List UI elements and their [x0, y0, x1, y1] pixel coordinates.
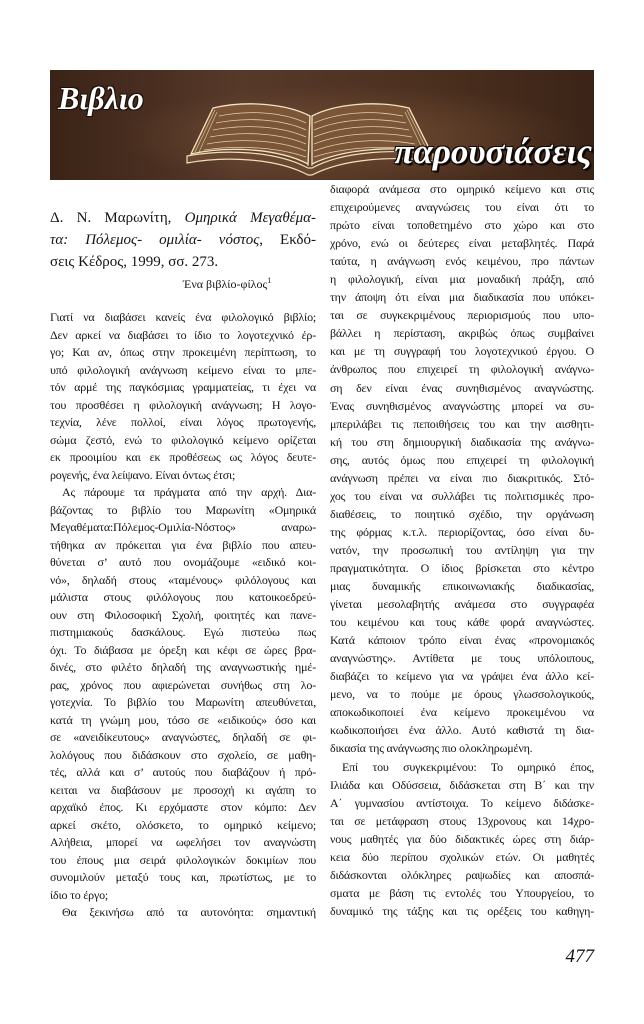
- page-number: 477: [565, 946, 594, 967]
- text-line: μιας δυναμικής επικοινωνιακής διαδικασίας,: [330, 579, 594, 594]
- text-line: χος του είναι να συλλάβει τις πολιτισμικές προ-: [330, 488, 594, 503]
- subtitle-text: Ένα βιβλίο-φίλος: [183, 277, 268, 291]
- text-line: Θα ξεκινήσω από τα αυτονόητα: σημαντική: [62, 905, 316, 919]
- text-line: γο; Και αν, όπως στην προκειμένη περίπτωση, το: [50, 345, 316, 359]
- text-line: ανάγνωση πρέπει να είναι πιο διακριτικός. Στό-: [330, 470, 594, 485]
- text-line: Ας πάρουμε τα πράγματα από την αρχή. Δια-: [62, 485, 316, 499]
- text-line: όχι. Το διάβασα με όρεξη και κέφι σε ώρες βρα-: [50, 642, 316, 657]
- text-line: ταύτα, η ανάγνωση ενός κειμένου, προ πάντων: [330, 254, 594, 269]
- text-line: εκ προοιμίου και εκ προθέσεως ως λόγος δευτε-: [50, 450, 316, 464]
- text-line: σματα με βάση τις εντολές του Υπουργείου, το: [330, 885, 594, 900]
- text-line: η φιλολογική, είναι μια μοναδική πράξη, από: [330, 272, 594, 287]
- text-line: του κειμένου και τους κάθε φορά αναγνώστες.: [330, 615, 594, 630]
- review-subtitle: [183, 275, 271, 293]
- text-line: Ένας συνηθισμένος αναγνώστης μπορεί να συ-: [330, 398, 594, 413]
- text-line: του προσθέσει η φιλολογική ανάγνωση; Η λογο-: [50, 397, 316, 412]
- text-line: δικασία της ανάγνωσης πιο ολοκληρωμένη.: [330, 741, 533, 756]
- footnote-mark: 1: [267, 276, 272, 285]
- text-line: διδάσκονται ολόκληρες ραψωδίες και αποσπά-: [330, 867, 594, 882]
- text-line: κειται να διαβάσουν με προσοχή κι αγάπη το: [50, 782, 316, 797]
- text-line: γίνεται μεσολαβητής ανάμεσα στο συγγραφέα: [330, 597, 594, 612]
- paragraph: [50, 904, 316, 922]
- text-line: κατά τη γνώμη μου, τόσο σε «ειδικούς» όσο και: [50, 712, 316, 727]
- text-line: σώμα ζεστό, ενώ το φιλολογικό κείμενο ορίζεται: [50, 432, 316, 447]
- text-line: κεια δύο περίπου σχολικών ετών. Οι μαθητές: [330, 849, 594, 864]
- text-line: συνομιλούν μεταξύ τους και, πρωτίστως, με το: [50, 870, 316, 884]
- text-line: αρκεί σκέτο, ολόσκετο, το ομηρικό κείμενο;: [50, 817, 316, 832]
- heading-line: [50, 229, 316, 251]
- text-line: επιχειρούμενες αναγνώσεις του είναι ότι το: [330, 200, 594, 215]
- text-line: Αλήθεια, μπορεί να ωφελήσει τον αναγνώστη: [50, 835, 316, 849]
- text-line: νους μαθητές για δύο διδακτικές ώρες στη διάρ-: [330, 831, 594, 846]
- text-line: άνθρωπος που επιχειρεί τη φιλολογική ανάγνω-: [330, 362, 594, 377]
- text-line: τόν αρμέ της παγκόσμιας γραμματείας, τι έχει να: [50, 380, 316, 394]
- book-publisher: , Εκδό-: [259, 232, 316, 248]
- text-line: μπεριλάβει τις πεποιθήσεις του και την αισθητι-: [330, 416, 594, 431]
- text-line: κωδικοποιήσει ένα άλλο. Αυτό καθιστά τη δια-: [330, 723, 594, 738]
- text-line: αναγνώστης». Αντίθετα με τους υπόλοιπους,: [330, 651, 594, 666]
- text-line: γοτεχνία. Το βιβλίο του Μαρωνίτη απευθύνεται,: [50, 695, 316, 709]
- text-line: ρας, χρόνος που αφιερώνεται συνήθως στη λο-: [50, 677, 316, 692]
- banner-title-book: Βιβλιο: [58, 80, 144, 116]
- book-title: Ομηρικά Μεγαθέμα-: [184, 210, 316, 226]
- text-line: τές, αλλά και σ’ αυτούς που διαβάζουν ή πρό-: [50, 765, 316, 779]
- text-line: αποκωδικοποιεί ένα κείμενο προκειμένου να: [330, 705, 594, 720]
- heading-line: [50, 251, 316, 273]
- text-line: ται σε συγκεκριμένους περιορισμούς που υπο-: [330, 308, 594, 323]
- text-line: ουν στη Φιλοσοφική Σχολή, φοιτητές και πανε-: [50, 607, 316, 622]
- text-line: Μεγαθέματα:Πόλεμος-Ομιλία-Νόστος» αναρω-: [50, 520, 316, 534]
- text-line: διαφορά ανάμεσα στο ομηρικό κείμενο και στις: [330, 182, 594, 196]
- right-column: [330, 180, 594, 920]
- text-line: δινές, στο φιλέτο δηλαδή της αναγνωστικής ημέ-: [50, 660, 316, 674]
- paragraph: [330, 758, 594, 920]
- text-line: κή του στη δημιουργική διαδικασία της ανάγνω-: [330, 434, 594, 449]
- banner-title-presentations: παρουσιάσεις: [394, 132, 592, 171]
- text-line: Επί του συγκεκριμένου: Το ομηρικό έπος,: [342, 759, 594, 774]
- text-line: και με τη συγγραφή του λογοτεχνικού έργου. Ο: [330, 344, 594, 359]
- text-line: χρόνο, ενώ οι δεύτερες είναι μεταβλητές. Παρά: [330, 236, 594, 251]
- text-line: σης, αυτός όμως που επιχειρεί τη φιλολογική: [330, 452, 594, 467]
- section-banner: [50, 70, 594, 180]
- text-line: ίδιο το έργο;: [50, 887, 108, 902]
- text-line: της φόρμας κ.τ.λ. περιορίζοντας, όσο είναι δυ-: [330, 524, 594, 539]
- text-line: ση δεν είναι ένας συνηθισμένος αναγνώστης.: [330, 380, 594, 395]
- text-line: αρχαϊκό έπος. Κι ερχόμαστε στον κόμπο: Δεν: [50, 800, 316, 814]
- text-line: Κατά κάποιον τρόπο είναι ένας «προνομιακός: [330, 633, 594, 648]
- text-line: Α΄ γυμνασίου αντίστοιχα. Το κείμενο διδάσκε-: [330, 795, 594, 810]
- heading-line: [50, 207, 316, 229]
- text-line: σε «ανειδίκευτους» αναγνώστες, δηλαδή σε φι-: [50, 730, 316, 744]
- text-line: Γιατί να διαβάσει κανείς ένα φιλολογικό βιβλίο;: [50, 310, 316, 324]
- text-line: διαθέσεις, το ποιητικό σχέδιο, την οργάνωση: [330, 506, 594, 521]
- text-line: νατόν, την προσωπική του αντίληψη για την: [330, 542, 594, 557]
- book-publisher-continued: σεις Κέδρος, 1999, σσ. 273.: [50, 254, 219, 270]
- paragraph: [50, 309, 316, 484]
- text-line: νό», δηλαδή στους «ταμένους» φιλόλογους και: [50, 572, 316, 587]
- paragraph: [330, 180, 594, 758]
- text-line: λολόγους που διδάσκουν στο σχολείο, σε μαθη-: [50, 747, 316, 762]
- text-line: βάλλει η περίσταση, ακριβώς όπως συμβαίνει: [330, 326, 594, 341]
- paragraph: [50, 484, 316, 904]
- text-line: βάζοντας το βιβλίο του Μαρωνίτη «Ομηρικά: [50, 502, 316, 517]
- book-title-continued: τα: Πόλεμος- ομιλία- νόστος: [50, 232, 260, 248]
- text-line: ται σε μετάφραση στους 13χρονους και 14χρο-: [330, 813, 594, 828]
- text-line: υπό φιλολογική ανάγνωση κείμενο είναι το μπε-: [50, 362, 316, 377]
- text-line: τήθηκα αν πρόκειται για ένα βιβλίο που απευ-: [50, 537, 316, 552]
- text-line: διαβάζει το κείμενο για να γράψει ένα άλλο κεί-: [330, 669, 594, 684]
- book-author: Δ. Ν. Μαρωνίτη,: [50, 210, 172, 226]
- left-column: [50, 309, 316, 922]
- text-line: ρογενής, ένα λείψανο. Είναι όντως έτσι;: [50, 467, 236, 482]
- text-line: πιστημιακούς δασκάλους. Εγώ πιστεύω πως: [50, 625, 316, 639]
- text-line: πραγματικότητα. Ο ίδιος βρίσκεται στο κέντρο: [330, 560, 594, 575]
- text-line: μάλιστα στους φιλόλογους που κατοικοεδρεύ-: [50, 590, 316, 604]
- text-line: τεχνία, λένε πολλοί, είναι λόγος πρωτογενής,: [50, 415, 316, 429]
- text-line: δυναμικό της τάξης και τις ορέξεις του καθηγη-: [330, 903, 594, 918]
- review-heading: [50, 207, 316, 273]
- text-line: πρώτο είναι τοποθετημένο στο χώρο και στο: [330, 218, 594, 233]
- text-line: μενο, να το πούμε με όρους γλωσσολογικούς,: [330, 687, 594, 702]
- text-line: Ιλιάδα και Οδύσσεια, διδάσκεται στη Β΄ και την: [330, 777, 594, 792]
- text-line: την άποψη ότι είναι μια διαδικασία που υπόκει-: [330, 290, 594, 305]
- text-line: του έπους μια σειρά φιλολογικών δοκιμίων που: [50, 852, 316, 867]
- text-line: θύνεται σ’ αυτό που ονομάζουμε «ειδικό κοι-: [50, 555, 316, 569]
- text-line: Δεν αρκεί να διαβάσει το ίδιο το λογοτεχνικό έρ-: [50, 327, 316, 342]
